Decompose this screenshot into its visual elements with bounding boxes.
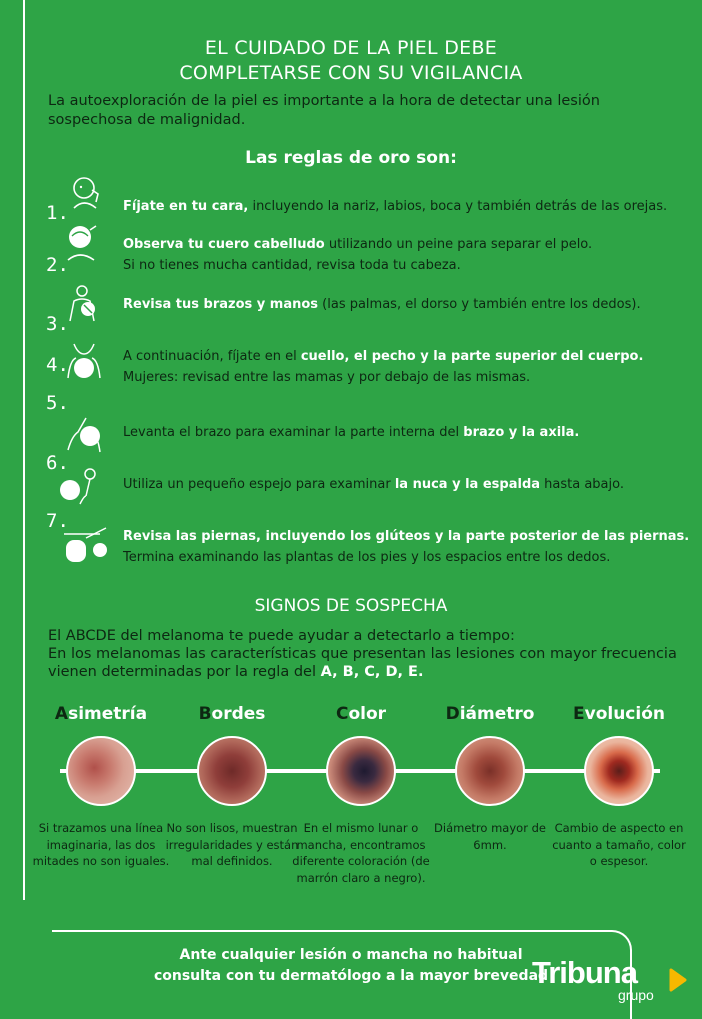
lesion-borders-image [197,736,267,806]
chest-exam-icon [64,340,104,380]
abcde-description: En el mismo lunar o mancha, encontramos diferente coloración (de marrón claro a negro). [292,821,430,885]
rules-title: Las reglas de oro son: [245,148,457,168]
abcde-diametro [420,704,560,853]
abcde-asimetria [31,704,171,870]
page-title [0,36,702,86]
scalp-exam-icon [62,222,102,262]
abcde-heading: Asimetría [54,704,148,724]
rule-number: 4. [46,354,69,376]
lesion-asymmetry-image [66,736,136,806]
lesion-color-image [326,736,396,806]
abcde-description: No son lisos, muestran irregularidades y están mal definidos. [165,821,299,868]
rule-text: A continuación, fíjate en el cuello, el pecho y la parte superior del cuerpo. Mujeres: revisad entre las mamas y por debajo de las mismas. [123,349,644,385]
title-line-2: COMPLETARSE CON SU VIGILANCIA [179,62,523,84]
intro-text: La autoexploración de la piel es importante a la hora de detectar una lesión sospechosa de malignidad. [48,93,600,128]
abcde-color [291,704,431,886]
rule-number: 7. [46,510,69,532]
rule-text: Observa tu cuero cabelludo utilizando un peine para separar el pelo. Si no tienes mucha cantidad, revisa toda tu cabeza. [123,237,593,273]
abcde-heading: Evolución [572,704,665,724]
rule-text: Revisa tus brazos y manos (las palmas, el dorso y también entre los dedos). [123,297,641,312]
rule-text: Levanta el brazo para examinar la parte interna del brazo y la axila. [123,425,580,440]
arms-hands-exam-icon [64,283,104,323]
lesion-diameter-image [455,736,525,806]
footer-message: Ante cualquier lesión o mancha no habitual consulta con tu dermatólogo a la mayor brevedad [153,947,549,984]
legs-exam-icon [60,524,112,564]
rule-number: 2. [46,254,69,276]
face-exam-icon [66,172,106,212]
abcde-evolucion [549,704,689,870]
abcde-heading: Color [335,704,387,724]
abcde-heading: Bordes [198,704,266,724]
abcde-description: Diámetro mayor de 6mm. [434,821,546,852]
rule-text: Revisa las piernas, incluyendo los glúteos y la parte posterior de las piernas. Termina examinando las plantas de los pies y los espacios entre los dedos. [123,529,690,565]
tribuna-logo [532,955,697,1015]
mirror-back-exam-icon [58,466,98,506]
logo-subtitle: grupo [618,987,654,1003]
abcde-description: Si trazamos una línea imaginaria, las dos mitades no son iguales. [32,821,170,868]
title-line-1: EL CUIDADO DE LA PIEL DEBE [204,37,498,59]
signs-intro: El ABCDE del melanoma te puede ayudar a detectarlo a tiempo: En los melanomas las características que presentan las lesiones con mayor frecuencia vienen determinadas por la regla del A, B, C, D, E. [48,628,677,680]
armpit-exam-icon [64,414,104,454]
rule-text: Utiliza un pequeño espejo para examinar la nuca y la espalda hasta abajo. [123,477,624,492]
logo-word: Tribuna [532,955,637,990]
rule-number: 6. [46,452,69,474]
abcde-description: Cambio de aspecto en cuanto a tamaño, color o espesor. [552,821,686,868]
play-icon [667,967,689,993]
rule-text: Fíjate en tu cara, incluyendo la nariz, labios, boca y también detrás de las orejas. [123,199,668,214]
abcde-bordes [162,704,302,870]
rule-number: 5. [46,392,69,414]
rule-number: 1. [46,202,69,224]
signs-title: SIGNOS DE SOSPECHA [254,596,448,616]
rule-number: 3. [46,313,69,335]
abcde-heading: Diámetro [445,704,535,724]
lesion-evolution-image [584,736,654,806]
frame-line [23,0,25,900]
